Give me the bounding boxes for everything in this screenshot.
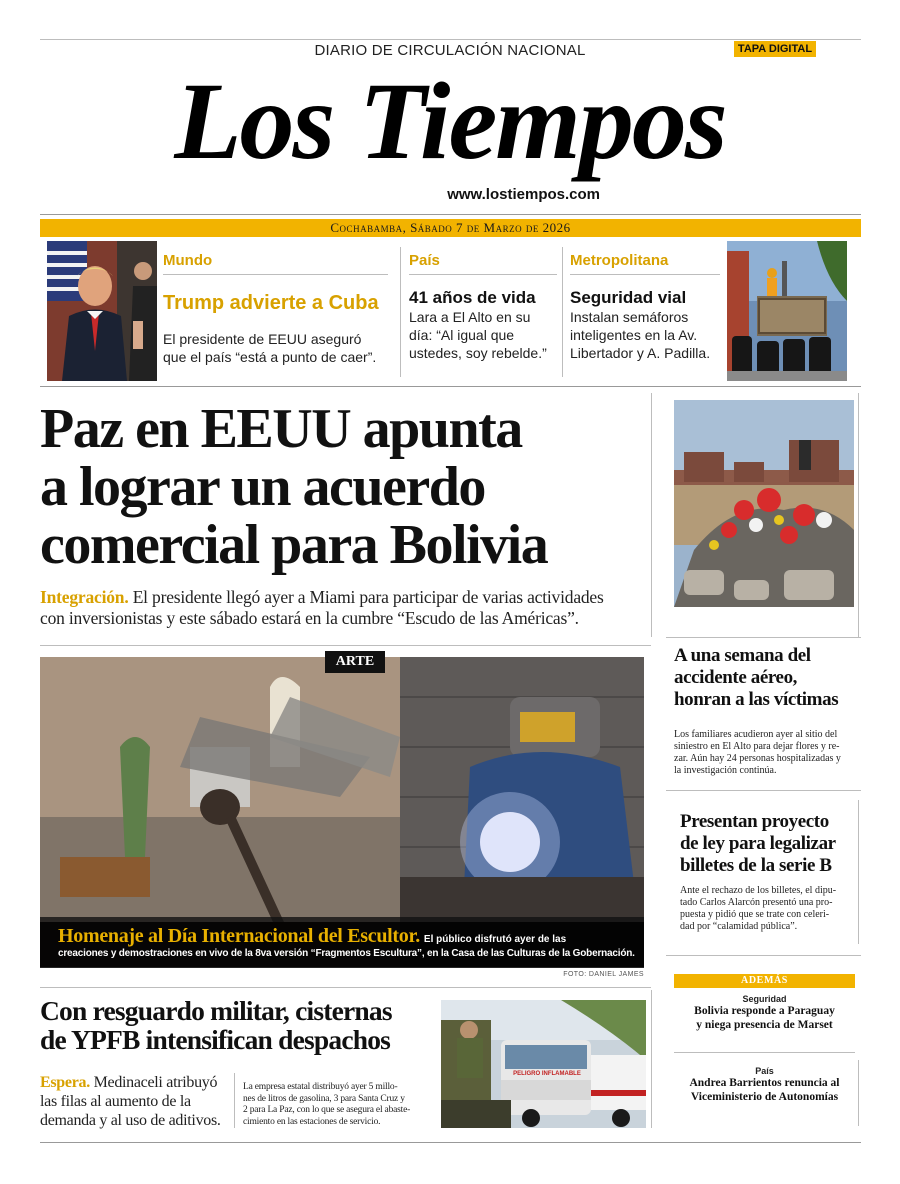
fuel-deck xyxy=(40,1073,240,1130)
headline-line: accidente aéreo, xyxy=(674,667,798,688)
summary-line: El presidente de EEUU aseguró xyxy=(163,331,362,347)
art-caption-box xyxy=(40,922,644,968)
dateline-rule xyxy=(40,214,861,215)
deck-line: las filas al aumento de la xyxy=(40,1093,191,1110)
body-line: siniestro en El Alto para dejar flores y re- xyxy=(674,741,840,752)
top-rule xyxy=(40,39,861,40)
body-line: puesta y pidió que se trate con celeri- xyxy=(680,909,830,920)
bills-body xyxy=(680,885,860,933)
arte-tag: ARTE xyxy=(325,651,385,673)
summary-line: que el país “está a punto de caer”. xyxy=(163,349,377,365)
ademas-item[interactable] xyxy=(674,1066,855,1104)
headline-line: A una semana del xyxy=(674,645,811,666)
summary-line: día: “Al igual que xyxy=(409,327,515,343)
pais-rule xyxy=(409,274,557,275)
body-line: Ante el rechazo de los billetes, el dipu- xyxy=(680,885,837,896)
body-line: Los familiares acudieron ayer al sitio del xyxy=(674,729,838,740)
ademas-line: y niega presencia de Marset xyxy=(696,1019,833,1031)
headline-line: Paz en EEUU apunta xyxy=(40,398,522,460)
column-divider xyxy=(858,800,859,944)
column-divider xyxy=(651,393,652,637)
traffic-lights-photo xyxy=(727,241,847,381)
strip-divider xyxy=(562,247,563,377)
mundo-headline[interactable]: Trump advierte a Cuba xyxy=(163,292,379,314)
headline-line: comercial para Bolivia xyxy=(40,514,548,576)
headline-line: billetes de la serie B xyxy=(680,855,832,876)
mundo-summary xyxy=(163,330,376,366)
metropolitana-headline[interactable]: Seguridad vial xyxy=(570,288,687,307)
art-caption-text-2: creaciones y demostraciones en vivo de la 8va versión “Fragmentos Escultura”, en la Casa de las Culturas de la Gobernación. xyxy=(58,948,635,959)
body-line: 2 para La Paz, con lo que se asegura el abaste- xyxy=(243,1105,411,1115)
fuel-headline[interactable] xyxy=(40,996,450,1054)
headline-line: de YPFB intensifican despachos xyxy=(40,1024,391,1055)
headline-line: Presentan proyecto xyxy=(680,811,829,832)
headline-line: Con resguardo militar, cisternas xyxy=(40,995,392,1026)
accident-body xyxy=(674,729,859,777)
headline-line: honran a las víctimas xyxy=(674,689,839,710)
column-divider xyxy=(858,393,859,637)
headline-line: a lograr un acuerdo xyxy=(40,456,485,518)
ademas-section: País xyxy=(755,1066,774,1076)
art-caption-text: El público disfrutó ayer de las xyxy=(423,934,567,945)
section-mundo[interactable]: Mundo xyxy=(163,252,213,269)
metropolitana-summary xyxy=(570,308,710,362)
photo-credit: FOTO: DANIEL JAMES xyxy=(563,971,644,978)
fuel-body xyxy=(243,1082,433,1128)
bills-headline[interactable] xyxy=(680,811,860,877)
lead-kicker: Integración. xyxy=(40,587,129,607)
strip-divider xyxy=(400,247,401,377)
right-rule xyxy=(666,790,861,791)
ademas-line: Andrea Barrientos renuncia al xyxy=(689,1077,840,1089)
body-line: zar. Aún hay 24 personas hospitalizadas y xyxy=(674,753,841,764)
summary-line: Libertador y A. Padilla. xyxy=(570,345,711,361)
body-line: dad por “calamidad pública”. xyxy=(680,921,798,932)
trump-photo xyxy=(47,241,157,381)
column-divider xyxy=(858,1060,859,1126)
newspaper-logo: Los Tiempos xyxy=(174,60,726,182)
sculptor-photo xyxy=(40,657,644,967)
summary-line: inteligentes en la Av. xyxy=(570,327,698,343)
section-metropolitana[interactable]: Metropolitana xyxy=(570,252,669,269)
tagline: DIARIO DE CIRCULACIÓN NACIONAL xyxy=(314,42,586,59)
bottom-rule xyxy=(40,1142,861,1143)
summary-line: Instalan semáforos xyxy=(570,309,689,325)
deck-line: con inversionistas y este sábado estará en la cumbre “Escudo de las Américas”. xyxy=(40,608,579,628)
body-line: La empresa estatal distribuyó ayer 5 millo- xyxy=(243,1082,398,1092)
ademas-label: ADEMÁS xyxy=(741,975,788,986)
ademas-section: Seguridad xyxy=(742,994,787,1004)
right-rule xyxy=(666,955,861,956)
mundo-rule xyxy=(163,274,388,275)
column-divider xyxy=(234,1073,235,1128)
strip-bottom-rule xyxy=(40,386,861,387)
ademas-band xyxy=(674,974,855,988)
body-line: la investigación continúa. xyxy=(674,765,777,776)
fuel-kicker: Espera. xyxy=(40,1074,90,1091)
body-line: nes de litros de gasolina, 3 para Santa Cruz y xyxy=(243,1093,405,1104)
summary-line: ustedes, soy rebelde.” xyxy=(409,345,547,361)
dateline-band xyxy=(40,219,861,237)
body-line: tado Carlos Alarcón presentó una pro- xyxy=(680,897,833,908)
ademas-item[interactable] xyxy=(674,994,855,1032)
body-line: cimiento en las estaciones de servicio. xyxy=(243,1116,381,1127)
column-divider xyxy=(651,990,652,1128)
art-bottom-rule xyxy=(40,987,651,988)
ademas-line: Bolivia responde a Paraguay xyxy=(694,1005,835,1017)
ademas-divider xyxy=(674,1052,855,1053)
website-link[interactable]: www.lostiempos.com xyxy=(447,186,600,203)
deck-line: demanda y al uso de aditivos. xyxy=(40,1112,221,1129)
section-pais[interactable]: País xyxy=(409,252,440,269)
tanker-trucks-photo xyxy=(441,1000,646,1128)
memorial-photo xyxy=(674,400,854,607)
lead-headline[interactable] xyxy=(40,400,650,574)
deck-line: El presidente llegó ayer a Miami para participar de varias actividades xyxy=(132,587,604,607)
summary-line: Lara a El Alto en su xyxy=(409,309,531,325)
pais-summary xyxy=(409,308,547,362)
accident-headline[interactable] xyxy=(674,645,859,711)
right-rule xyxy=(666,637,861,638)
truck-label: PELIGRO INFLAMABLE xyxy=(513,1071,581,1077)
dateline: Cochabamba, Sábado 7 de Marzo de 2026 xyxy=(330,220,571,235)
headline-line: de ley para legalizar xyxy=(680,833,836,854)
art-caption-title: Homenaje al Día Internacional del Escultor. xyxy=(58,925,420,947)
deck-line: Medinaceli atribuyó xyxy=(93,1074,218,1091)
ademas-line: Viceministerio de Autonomías xyxy=(690,1091,839,1103)
metropolitana-rule xyxy=(570,274,720,275)
lead-bottom-rule xyxy=(40,645,651,646)
pais-headline[interactable]: 41 años de vida xyxy=(409,288,536,307)
lead-deck xyxy=(40,587,660,629)
tapa-digital-badge[interactable]: TAPA DIGITAL xyxy=(734,41,816,57)
